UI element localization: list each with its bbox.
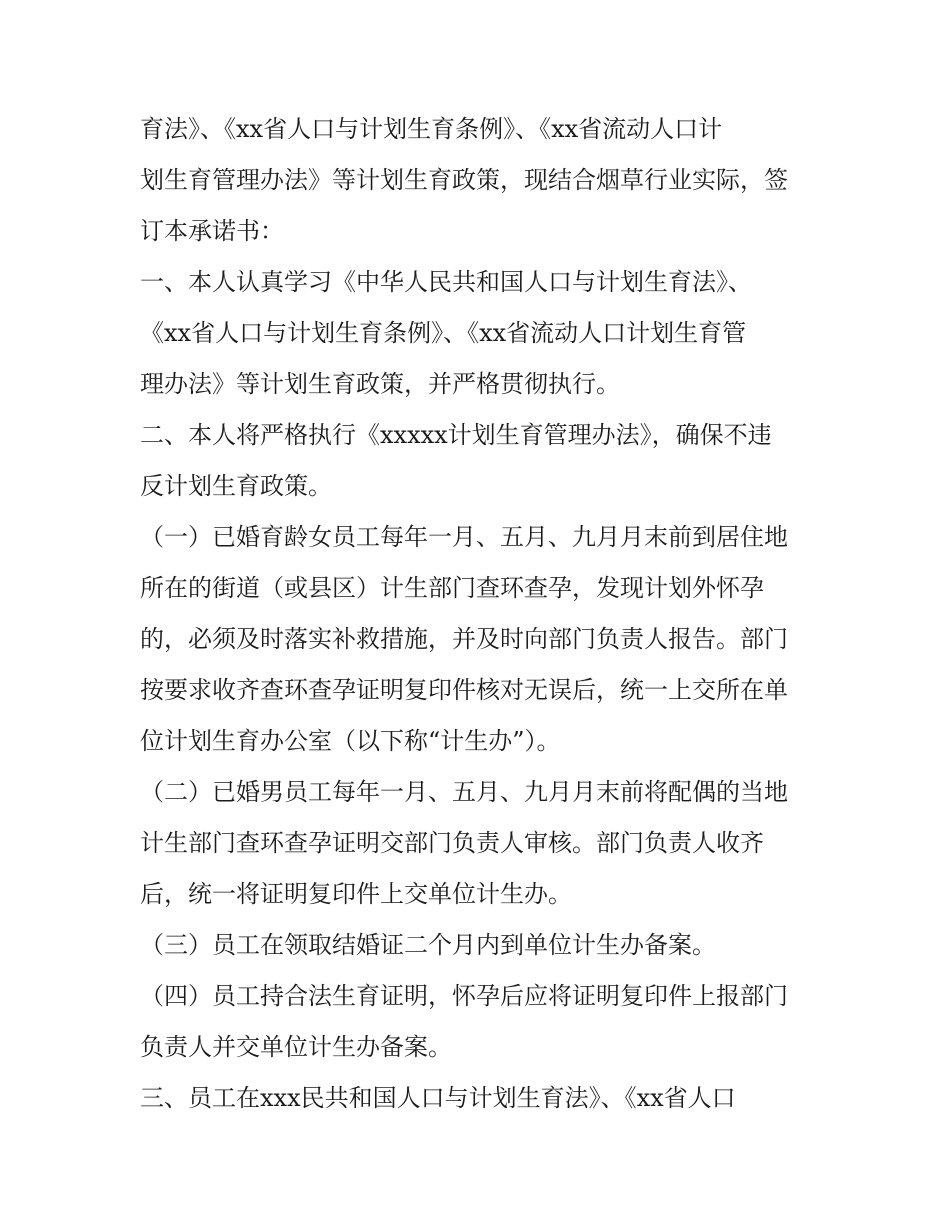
text-line: 负责人并交单位计生办备案。	[140, 1033, 452, 1061]
text-line: 《xx省人口与计划生育条例》、《xx省流动人口计划生育管	[140, 319, 747, 347]
text-line: 后，统一将证明复印件上交单位计生办。	[140, 880, 572, 908]
text-line: 计生部门查环查孕证明交部门负责人审核。部门负责人收齐	[140, 829, 764, 857]
text-line: 二、本人将严格执行《xxxxx计划生育管理办法》，确保不违	[140, 421, 772, 449]
text-line: 订本承诺书：	[140, 217, 284, 245]
text-line: 三、员工在xxx民共和国人口与计划生育法》、《xx省人口	[140, 1084, 736, 1112]
text-line: （二）已婚男员工每年一月、五月、九月月末前将配偶的当地	[140, 778, 788, 806]
text-line: 划生育管理办法》等计划生育政策，现结合烟草行业实际，签	[140, 166, 788, 194]
text-line: 育法》、《xx省人口与计划生育条例》、《xx省流动人口计	[140, 115, 723, 143]
text-line: 理办法》等计划生育政策，并严格贯彻执行。	[140, 370, 620, 398]
text-line: （一）已婚育龄女员工每年一月、五月、九月月末前到居住地	[140, 523, 788, 551]
document-body	[140, 104, 820, 1124]
text-line: 一、本人认真学习《中华人民共和国人口与计划生育法》、	[140, 268, 752, 296]
text-line: 位计划生育办公室（以下称“计生办”）。	[140, 727, 561, 755]
text-line: （三）员工在领取结婚证二个月内到单位计生办备案。	[140, 931, 716, 959]
text-line: 按要求收齐查环查孕证明复印件核对无误后，统一上交所在单	[140, 676, 788, 704]
text-line: 反计划生育政策。	[140, 472, 332, 500]
text-line: 所在的街道（或县区）计生部门查环查孕，发现计划外怀孕	[140, 574, 764, 602]
text-line: （四）员工持合法生育证明，怀孕后应将证明复印件上报部门	[140, 982, 788, 1010]
text-line: 的，必须及时落实补救措施，并及时向部门负责人报告。部门	[140, 625, 788, 653]
